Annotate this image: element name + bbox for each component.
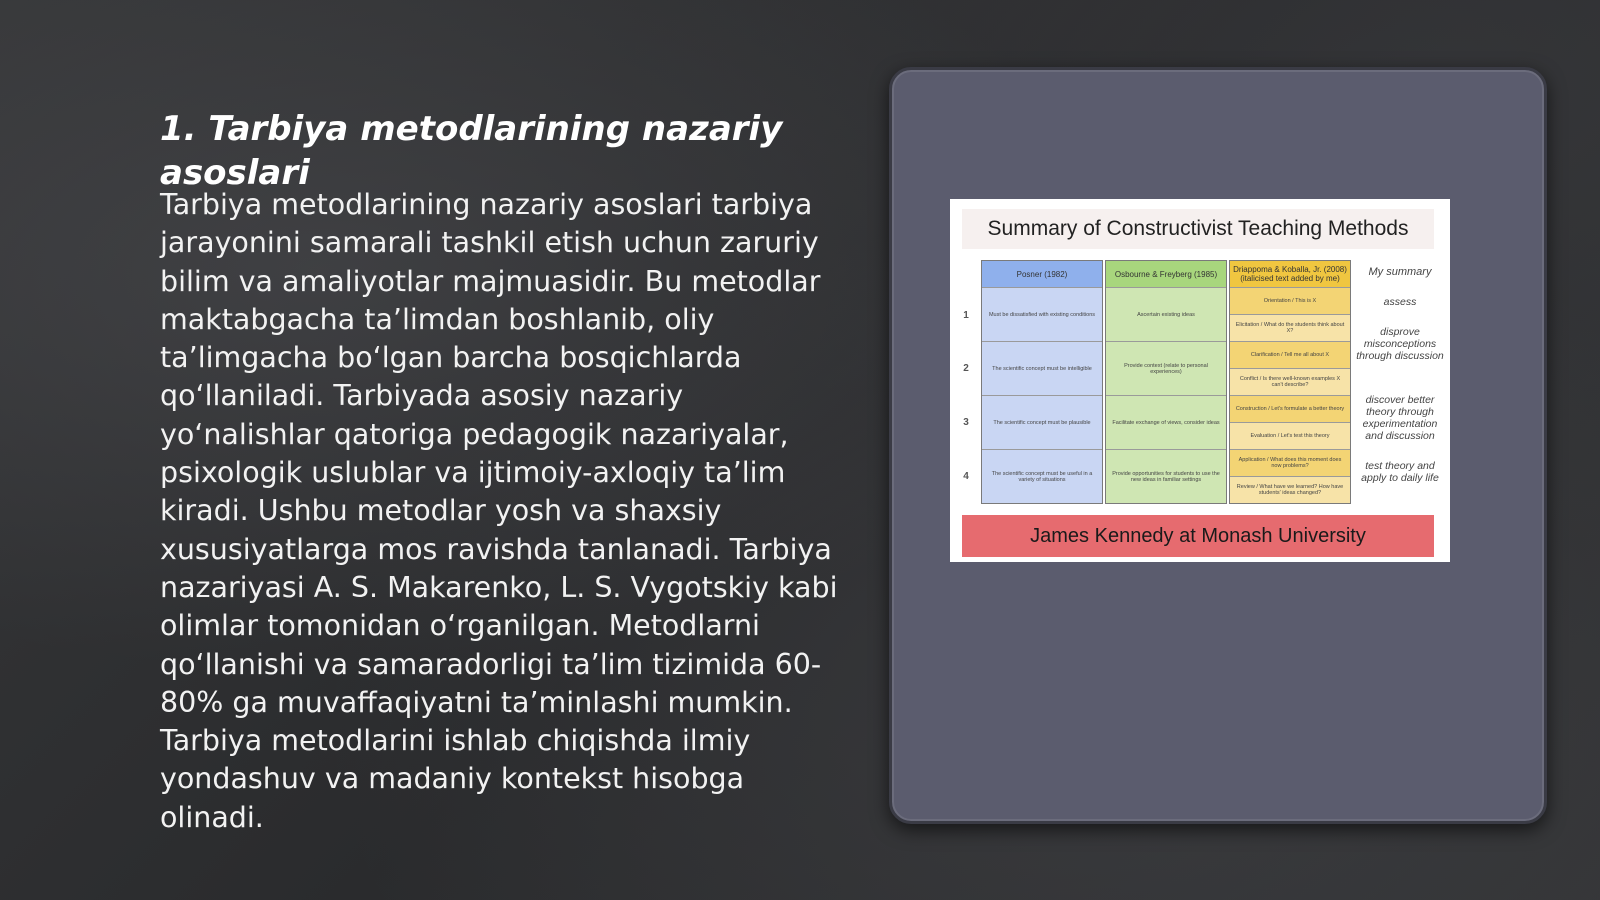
summary-item: discover better theory through experimentation and discussion	[1362, 394, 1438, 442]
table-cell: The scientific concept must be plausible	[982, 395, 1102, 449]
table-cell: Application / What does this moment does now problems?	[1230, 449, 1350, 476]
table-column-osbourne	[1105, 260, 1227, 504]
table-cell: Review / What have we learned? How have students' ideas changed?	[1230, 476, 1350, 503]
row-number: 3	[963, 417, 969, 428]
table-cell: Elicitation / What do the students think about X?	[1230, 314, 1350, 341]
slide-title: 1. Tarbiya metodlarining nazariy asoslari	[160, 109, 783, 193]
column-header: Driappoma & Koballa, Jr. (2008) (italicised text added by me)	[1230, 261, 1350, 288]
row-number: 1	[963, 310, 969, 321]
table-column-posner	[981, 260, 1103, 504]
image-footer-credit: James Kennedy at Monash University	[962, 515, 1434, 557]
table-cell: Must be dissatisfied with existing conditions	[982, 287, 1102, 341]
slide-body-text: Tarbiya metodlarining nazariy asoslari tarbiya jarayonini samarali tashkil etish uchun zaruriy bilim va amaliyotlar majmuasidir. Bu metodlar maktabgacha ta’limdan boshlanib, oliy ta’limgacha bo‘lgan barcha bosqichlarda qo‘llaniladi. Tarbiyada asosiy nazariy yo‘nalishlar qatoriga pedagogik nazariyalar, psixologik uslublar va ijtimoiy-axloqiy ta’lim kiradi. Ushbu metodlar yosh va shaxsiy xususiyatlarga mos ravishda tanlanadi. Tarbiya nazariyasi A. S. Makarenko, L. S. Vygotskiy kabi olimlar tomonidan o‘rganilgan. Metodlarni qo‘llanishi va samaradorligi ta’lim tizimida 60-80% ga muvaffaqiyatni ta’minlashi mumkin. Tarbiya metodlarini ishlab chiqishda ilmiy yondashuv va madaniy kontekst hisobga olinadi.	[160, 188, 838, 834]
my-summary-column	[1354, 260, 1446, 504]
constructivist-summary-image	[950, 199, 1450, 562]
table-cell: Provide opportunities for students to use the new ideas in familiar settings	[1106, 449, 1226, 503]
table-cell: Conflict / Is there well-known examples X can't describe?	[1230, 368, 1350, 395]
column-header: Osbourne & Freyberg (1985)	[1106, 261, 1226, 288]
table-cell: Orientation / This is X	[1230, 287, 1350, 314]
table-column-driappoma	[1229, 260, 1351, 504]
summary-item: disprove misconceptions through discussion	[1356, 326, 1444, 362]
row-number: 4	[963, 471, 969, 482]
table-cell: Evaluation / Let's test this theory	[1230, 422, 1350, 449]
table-cell: Construction / Let's formulate a better theory	[1230, 395, 1350, 422]
row-number: 2	[963, 363, 969, 374]
table-cell: The scientific concept must be intelligible	[982, 341, 1102, 395]
table-cell: The scientific concept must be useful in a variety of situations	[982, 449, 1102, 503]
column-header: Posner (1982)	[982, 261, 1102, 288]
table-cell: Facilitate exchange of views, consider ideas	[1106, 395, 1226, 449]
summary-item: assess	[1383, 296, 1417, 308]
table-cell: Provide context (relate to personal experiences)	[1106, 341, 1226, 395]
table-cell: Clarification / Tell me all about X	[1230, 341, 1350, 368]
methods-table	[981, 260, 1351, 504]
summary-header: My summary	[1368, 266, 1432, 278]
image-title: Summary of Constructivist Teaching Methods	[962, 209, 1434, 249]
table-cell: Ascertain existing ideas	[1106, 287, 1226, 341]
summary-item: test theory and apply to daily life	[1361, 460, 1439, 484]
